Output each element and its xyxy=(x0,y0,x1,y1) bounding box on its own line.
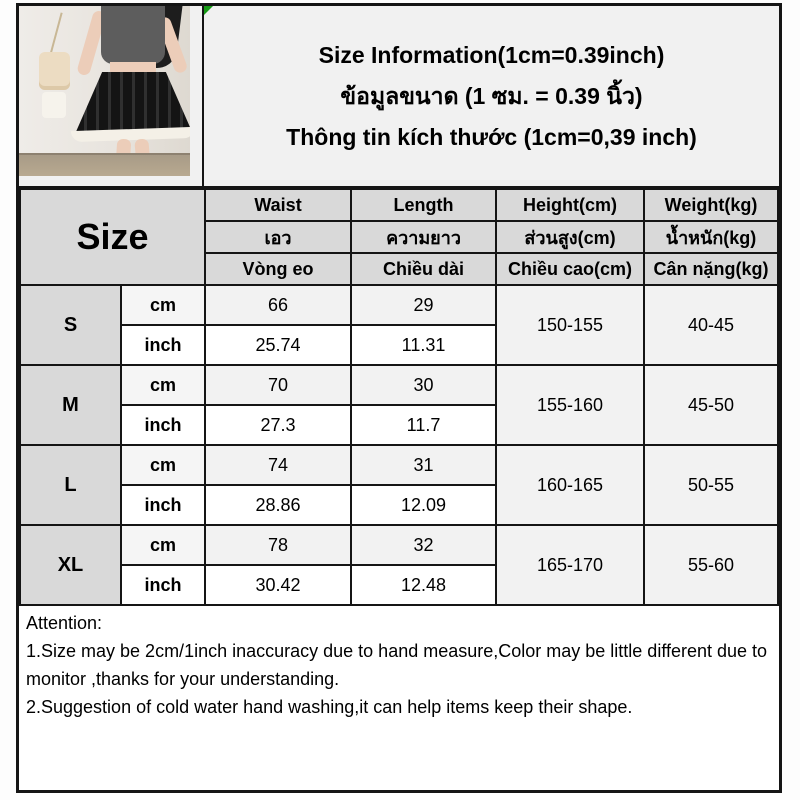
bag-chain xyxy=(49,12,62,55)
attention-section xyxy=(19,606,779,790)
title-english: Size Information(1cm=0.39inch) xyxy=(318,41,665,68)
length-cm-l: 31 xyxy=(351,445,496,485)
table-row-xl-cm xyxy=(20,525,778,565)
size-label-s: S xyxy=(20,285,121,365)
table-row-m-cm xyxy=(20,365,778,405)
black-pleated-skirt xyxy=(75,72,190,134)
attention-note-2: 2.Suggestion of cold water hand washing,it can help items keep their shape. xyxy=(26,697,633,717)
col-header-height-vi: Chiều cao(cm) xyxy=(496,253,644,285)
title-vietnamese: Thông tin kích thước (1cm=0,39 inch) xyxy=(286,123,697,150)
waist-cm-l: 74 xyxy=(205,445,351,485)
unit-label-cm: cm xyxy=(121,445,205,485)
waist-inch-l: 28.86 xyxy=(205,485,351,525)
size-corner-cell: Size xyxy=(20,189,205,285)
col-header-waist-vi: Vòng eo xyxy=(205,253,351,285)
col-header-waist-th: เอว xyxy=(205,221,351,253)
length-cm-s: 29 xyxy=(351,285,496,325)
weight-range-l: 50-55 xyxy=(644,445,778,525)
product-photo xyxy=(19,6,190,176)
waist-inch-m: 27.3 xyxy=(205,405,351,445)
waist-cm-s: 66 xyxy=(205,285,351,325)
table-row-s-cm xyxy=(20,285,778,325)
cell-flag-triangle-icon xyxy=(204,6,213,15)
waist-inch-xl: 30.42 xyxy=(205,565,351,605)
attention-heading: Attention: xyxy=(26,613,103,633)
top-section xyxy=(19,6,779,188)
weight-range-s: 40-45 xyxy=(644,285,778,365)
col-header-weight-vi: Cân nặng(kg) xyxy=(644,253,778,285)
col-header-waist-en: Waist xyxy=(205,189,351,221)
cream-chain-bag xyxy=(39,52,70,90)
height-range-s: 150-155 xyxy=(496,285,644,365)
content-frame xyxy=(16,3,782,793)
length-inch-m: 11.7 xyxy=(351,405,496,445)
size-label-l: L xyxy=(20,445,121,525)
height-range-m: 155-160 xyxy=(496,365,644,445)
unit-label-cm: cm xyxy=(121,525,205,565)
model-crop-top xyxy=(101,6,165,64)
table-row-l-cm xyxy=(20,445,778,485)
col-header-weight-th: น้ำหนัก(kg) xyxy=(644,221,778,253)
unit-label-inch: inch xyxy=(121,485,205,525)
length-cm-m: 30 xyxy=(351,365,496,405)
unit-label-inch: inch xyxy=(121,405,205,445)
height-range-l: 160-165 xyxy=(496,445,644,525)
product-photo-cell xyxy=(19,6,204,186)
weight-range-xl: 55-60 xyxy=(644,525,778,605)
unit-label-cm: cm xyxy=(121,285,205,325)
col-header-length-th: ความยาว xyxy=(351,221,496,253)
header-row-en xyxy=(20,189,778,221)
weight-range-m: 45-50 xyxy=(644,365,778,445)
title-thai: ข้อมูลขนาด (1 ซม. = 0.39 นิ้ว) xyxy=(340,82,643,109)
col-header-height-th: ส่วนสูง(cm) xyxy=(496,221,644,253)
unit-label-inch: inch xyxy=(121,325,205,365)
col-header-weight-en: Weight(kg) xyxy=(644,189,778,221)
wood-floor xyxy=(19,153,190,176)
waist-cm-xl: 78 xyxy=(205,525,351,565)
height-range-xl: 165-170 xyxy=(496,525,644,605)
length-inch-l: 12.09 xyxy=(351,485,496,525)
col-header-length-vi: Chiều dài xyxy=(351,253,496,285)
col-header-length-en: Length xyxy=(351,189,496,221)
size-label-xl: XL xyxy=(20,525,121,605)
waist-cm-m: 70 xyxy=(205,365,351,405)
small-white-pouch xyxy=(42,92,66,118)
attention-note-1: 1.Size may be 2cm/1inch inaccuracy due to hand measure,Color may be little different due to monitor ,thanks for your understanding. xyxy=(26,641,768,689)
length-inch-s: 11.31 xyxy=(351,325,496,365)
size-table xyxy=(19,188,779,606)
waist-inch-s: 25.74 xyxy=(205,325,351,365)
col-header-height-en: Height(cm) xyxy=(496,189,644,221)
unit-label-inch: inch xyxy=(121,565,205,605)
length-cm-xl: 32 xyxy=(351,525,496,565)
unit-label-cm: cm xyxy=(121,365,205,405)
title-block xyxy=(204,6,779,186)
size-label-m: M xyxy=(20,365,121,445)
length-inch-xl: 12.48 xyxy=(351,565,496,605)
